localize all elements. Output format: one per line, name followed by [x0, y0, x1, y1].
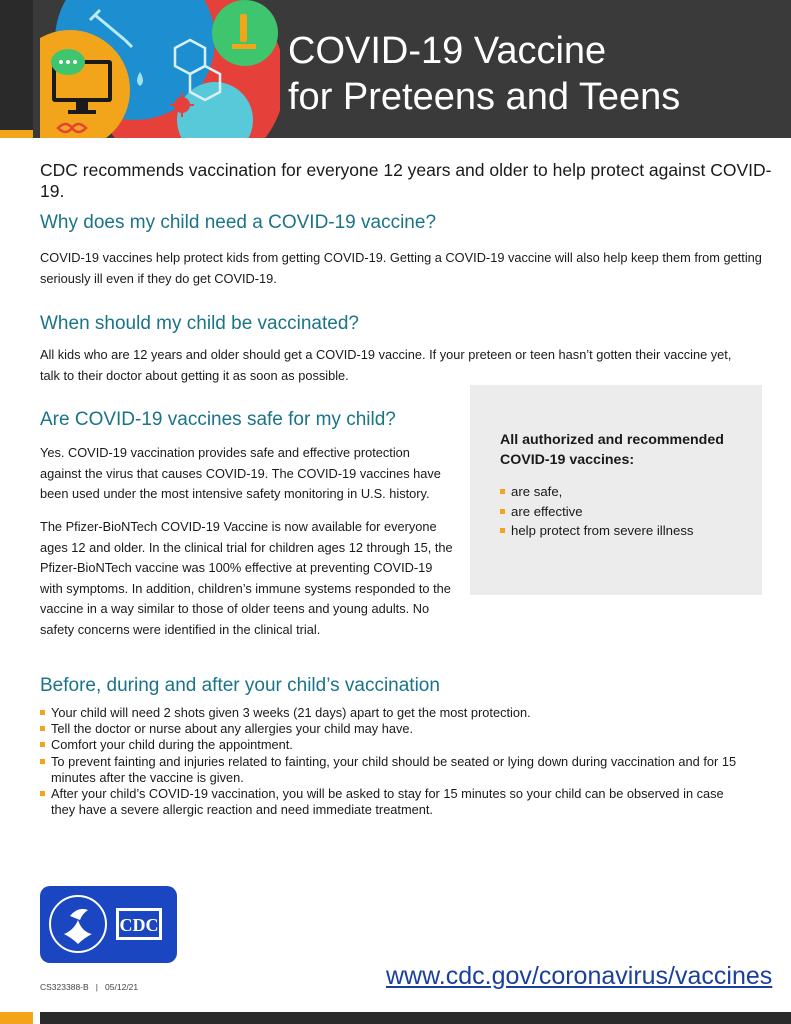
header-accent-strip: [0, 130, 33, 138]
chat-bubble-icon: [51, 49, 85, 75]
hhs-eagle-icon: [40, 886, 177, 963]
cdc-vaccines-link[interactable]: www.cdc.gov/coronavirus/vaccines: [386, 962, 773, 990]
section-body-why: COVID-19 vaccines help protect kids from getting COVID-19. Getting a COVID-19 vaccine will also help keep them from getting seriously ill even if they do get COVID-19.: [40, 250, 762, 286]
document-code: CS323388-B | 05/12/21: [40, 982, 139, 992]
page-title: [288, 28, 768, 120]
callout-title: All authorized and recommended COVID-19 vaccines:: [500, 432, 724, 468]
list-item: are effective: [500, 502, 760, 522]
tagline: CDC recommends vaccination for everyone 12 years and older to help protect against COVID-19.: [40, 160, 772, 201]
footer-bar: [40, 1012, 791, 1024]
hhs-cdc-logo: [40, 886, 177, 963]
title-line-1: COVID-19 Vaccine: [288, 30, 607, 72]
list-item: Comfort your child during the appointment.: [40, 737, 740, 753]
section-heading-when: When should my child be vaccinated?: [40, 313, 359, 334]
title-line-2: for Preteens and Teens: [288, 76, 681, 118]
section-body-when: All kids who are 12 years and older should get a COVID-19 vaccine. If your preteen or teen hasn’t gotten their vaccine yet, talk to their doctor about getting it as soon as possible.: [40, 347, 732, 383]
list-item: Tell the doctor or nurse about any allergies your child may have.: [40, 721, 740, 737]
list-item: To prevent fainting and injuries related to fainting, your child should be seated or lying down during vaccination and for 15 minutes after the vaccine is given.: [40, 754, 740, 786]
gear-icon: [128, 4, 138, 14]
section-body-safe-2: The Pfizer-BioNTech COVID-19 Vaccine is now available for everyone ages 12 and older. In the clinical trial for children ages 12 through 15, the Pfizer-BioNTech vaccine was 100% effective at preventing COVID-19 with symptoms. In addition, children’s immune systems responded to the vaccine in a way similar to those of older teens and young adults. No safety concerns were identified in the clinical trial.: [40, 519, 453, 637]
list-item: Your child will need 2 shots given 3 weeks (21 days) apart to get the most protection.: [40, 705, 740, 721]
list-item: help protect from severe illness: [500, 521, 760, 541]
footer-accent-strip: [0, 1012, 33, 1024]
header-left-strip: [0, 0, 33, 130]
cdc-logo-text: CDC: [119, 915, 159, 935]
vaccination-bullet-list: [40, 705, 740, 818]
section-heading-why: Why does my child need a COVID-19 vaccine?: [40, 212, 437, 233]
section-heading-before-during-after: Before, during and after your child’s vaccination: [40, 675, 440, 696]
list-item: After your child’s COVID-19 vaccination, you will be asked to stay for 15 minutes so your child can be observed in case they have a severe allergic reaction and need immediate treatment.: [40, 786, 740, 818]
callout-list: [500, 482, 760, 541]
section-heading-safe: Are COVID-19 vaccines safe for my child?: [40, 409, 396, 430]
list-item: are safe,: [500, 482, 760, 502]
section-body-safe: Yes. COVID-19 vaccination provides safe and effective protection against the virus that causes COVID-19. The COVID-19 vaccines have been used under the most intensive safety monitoring in U.S. history.: [40, 445, 441, 501]
header-illustration: [40, 0, 280, 138]
